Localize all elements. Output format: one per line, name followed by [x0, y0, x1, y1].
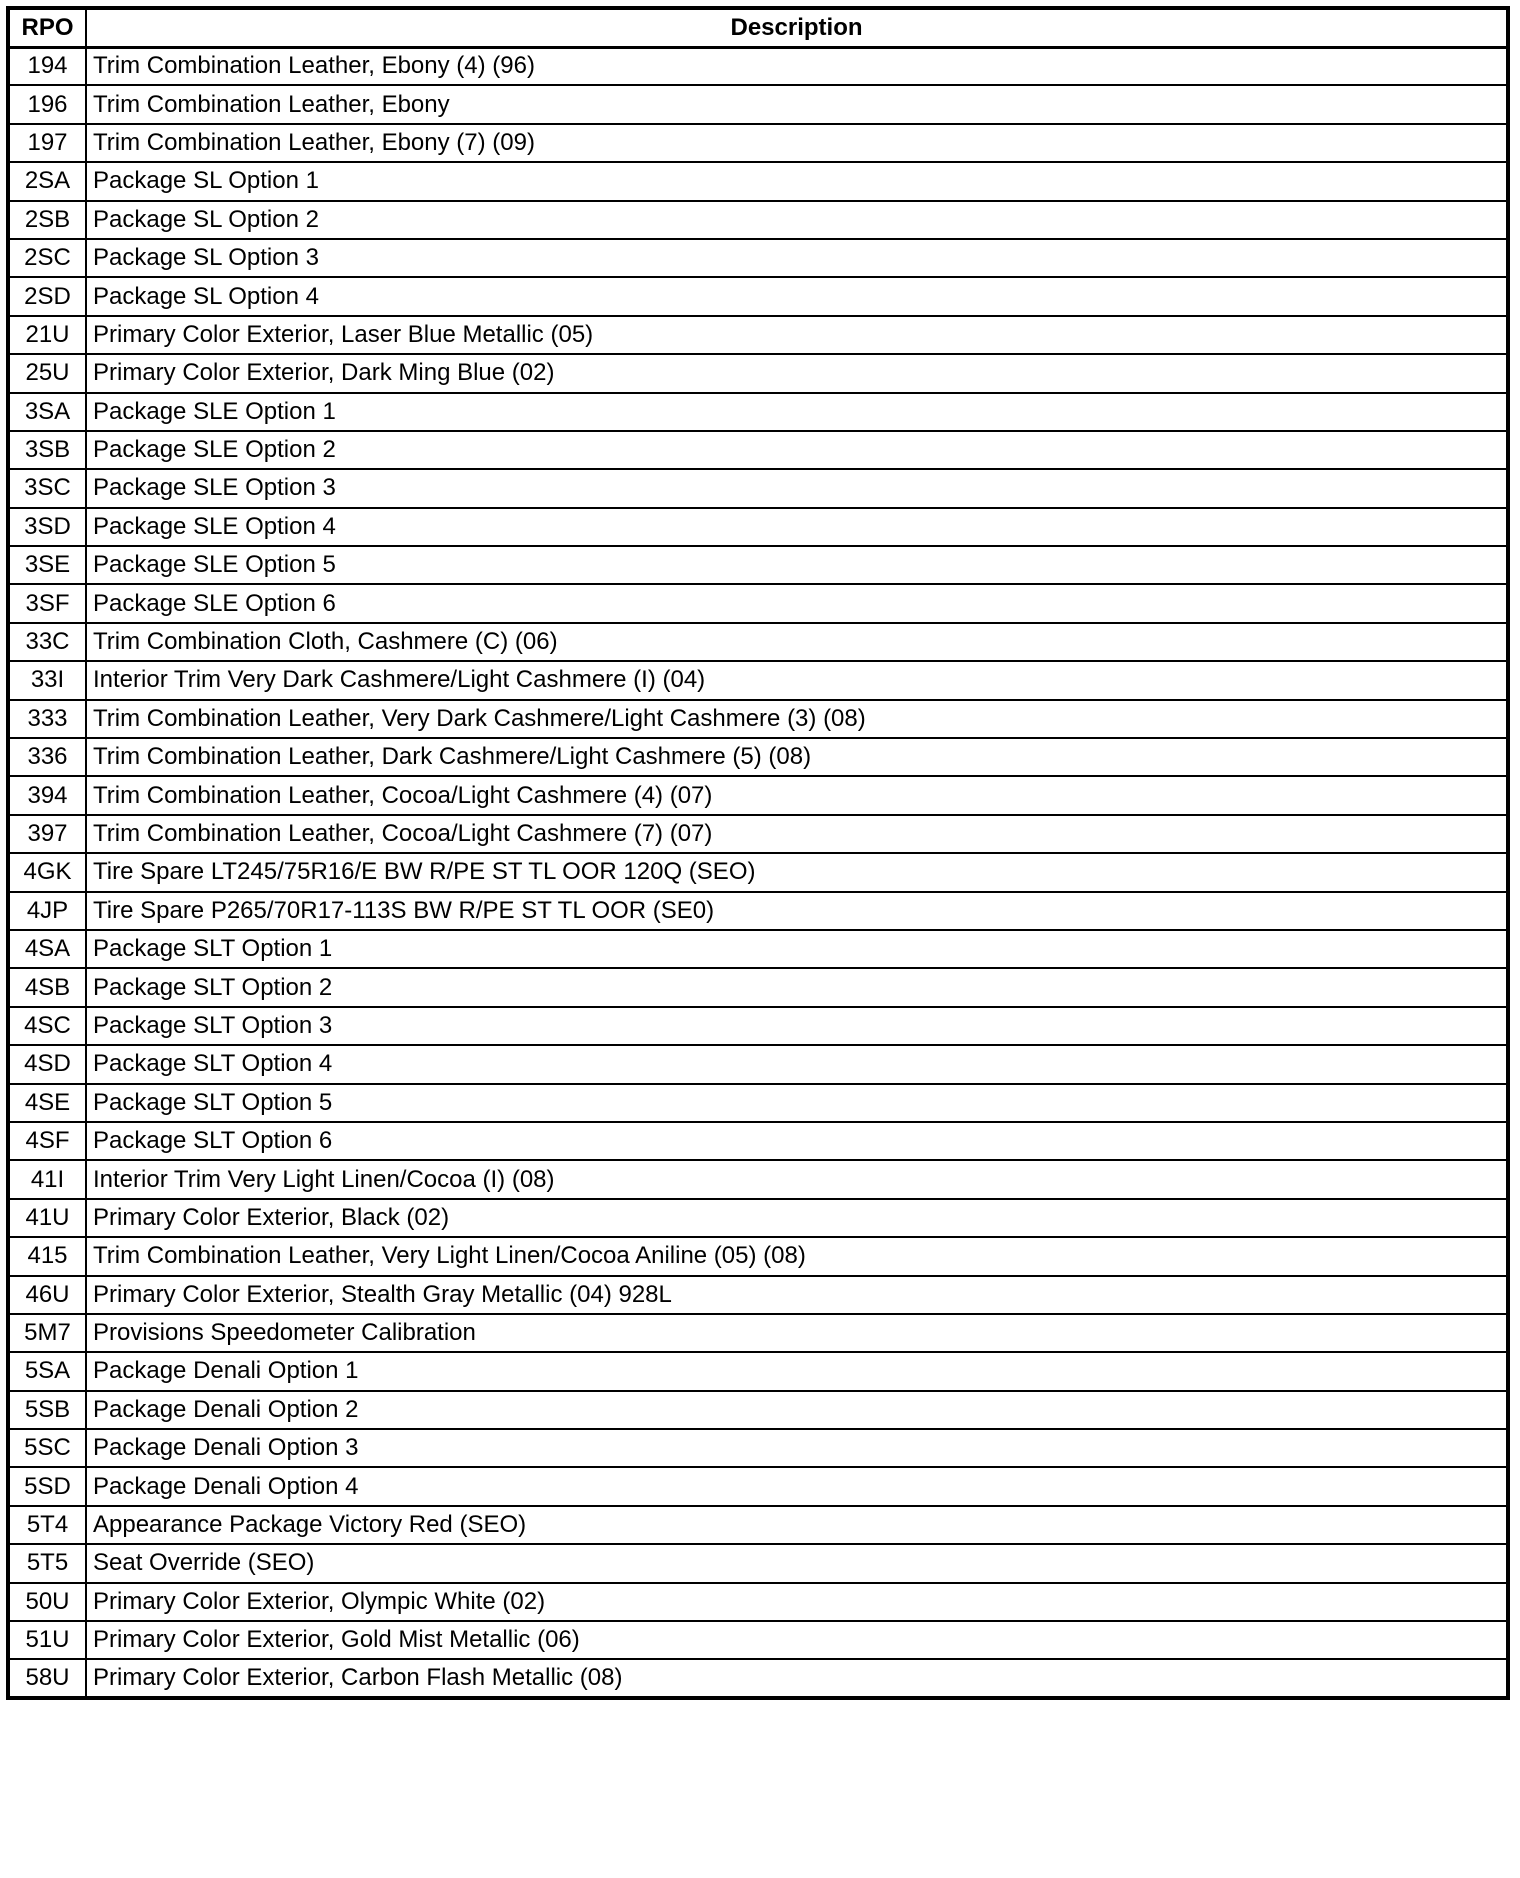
rpo-code-cell: 4SF — [8, 1122, 86, 1160]
rpo-code-cell: 5M7 — [8, 1314, 86, 1352]
description-cell: Trim Combination Cloth, Cashmere (C) (06) — [86, 623, 1508, 661]
rpo-code-cell: 50U — [8, 1583, 86, 1621]
table-row — [8, 469, 1508, 507]
table-row — [8, 1314, 1508, 1352]
description-cell: Package SLE Option 4 — [86, 508, 1508, 546]
table-row — [8, 1659, 1508, 1697]
header-rpo: RPO — [8, 8, 86, 47]
header-row — [8, 8, 1508, 47]
table-row — [8, 47, 1508, 85]
table-row — [8, 201, 1508, 239]
description-cell: Package SLT Option 6 — [86, 1122, 1508, 1160]
description-cell: Primary Color Exterior, Olympic White (02) — [86, 1583, 1508, 1621]
rpo-code-cell: 41I — [8, 1160, 86, 1198]
rpo-code-cell: 58U — [8, 1659, 86, 1697]
description-cell: Appearance Package Victory Red (SEO) — [86, 1506, 1508, 1544]
rpo-code-cell: 5SB — [8, 1391, 86, 1429]
description-cell: Package SLT Option 3 — [86, 1007, 1508, 1045]
description-cell: Interior Trim Very Light Linen/Cocoa (I) (08) — [86, 1160, 1508, 1198]
table-row — [8, 546, 1508, 584]
rpo-code-cell: 3SA — [8, 393, 86, 431]
table-row — [8, 584, 1508, 622]
description-cell: Trim Combination Leather, Very Dark Cashmere/Light Cashmere (3) (08) — [86, 700, 1508, 738]
table-header — [8, 8, 1508, 47]
rpo-code-cell: 333 — [8, 700, 86, 738]
rpo-code-cell: 4SD — [8, 1045, 86, 1083]
table-row — [8, 162, 1508, 200]
table-row — [8, 1583, 1508, 1621]
rpo-code-cell: 46U — [8, 1276, 86, 1314]
description-cell: Package Denali Option 3 — [86, 1429, 1508, 1467]
description-cell: Interior Trim Very Dark Cashmere/Light Cashmere (I) (04) — [86, 661, 1508, 699]
rpo-code-cell: 194 — [8, 47, 86, 85]
rpo-code-cell: 4JP — [8, 892, 86, 930]
rpo-code-cell: 25U — [8, 354, 86, 392]
rpo-code-cell: 3SB — [8, 431, 86, 469]
table-row — [8, 393, 1508, 431]
description-cell: Package Denali Option 4 — [86, 1467, 1508, 1505]
description-cell: Package Denali Option 1 — [86, 1352, 1508, 1390]
table-row — [8, 1199, 1508, 1237]
table-row — [8, 968, 1508, 1006]
description-cell: Package SLT Option 1 — [86, 930, 1508, 968]
description-cell: Package SLT Option 5 — [86, 1084, 1508, 1122]
table-row — [8, 1391, 1508, 1429]
table-row — [8, 354, 1508, 392]
description-cell: Primary Color Exterior, Laser Blue Metallic (05) — [86, 316, 1508, 354]
rpo-code-cell: 5T5 — [8, 1544, 86, 1582]
table-row — [8, 1276, 1508, 1314]
rpo-code-cell: 33I — [8, 661, 86, 699]
rpo-code-cell: 33C — [8, 623, 86, 661]
table-row — [8, 431, 1508, 469]
table-row — [8, 1122, 1508, 1160]
table-row — [8, 1160, 1508, 1198]
rpo-code-cell: 336 — [8, 738, 86, 776]
rpo-code-cell: 3SF — [8, 584, 86, 622]
description-cell: Package SL Option 4 — [86, 277, 1508, 315]
description-cell: Tire Spare LT245/75R16/E BW R/PE ST TL OOR 120Q (SEO) — [86, 853, 1508, 891]
rpo-code-cell: 4SB — [8, 968, 86, 1006]
rpo-code-cell: 196 — [8, 85, 86, 123]
description-cell: Package SLE Option 3 — [86, 469, 1508, 507]
table-row — [8, 1544, 1508, 1582]
description-cell: Trim Combination Leather, Dark Cashmere/Light Cashmere (5) (08) — [86, 738, 1508, 776]
description-cell: Trim Combination Leather, Very Light Linen/Cocoa Aniline (05) (08) — [86, 1237, 1508, 1275]
description-cell: Primary Color Exterior, Dark Ming Blue (02) — [86, 354, 1508, 392]
table-row — [8, 930, 1508, 968]
table-row — [8, 700, 1508, 738]
rpo-code-cell: 2SA — [8, 162, 86, 200]
table-body — [8, 47, 1508, 1698]
table-row — [8, 239, 1508, 277]
rpo-code-cell: 51U — [8, 1621, 86, 1659]
rpo-code-cell: 197 — [8, 124, 86, 162]
rpo-code-cell: 3SC — [8, 469, 86, 507]
rpo-code-cell: 415 — [8, 1237, 86, 1275]
description-cell: Primary Color Exterior, Gold Mist Metallic (06) — [86, 1621, 1508, 1659]
description-cell: Provisions Speedometer Calibration — [86, 1314, 1508, 1352]
table-row — [8, 1506, 1508, 1544]
rpo-code-cell: 2SC — [8, 239, 86, 277]
table-row — [8, 85, 1508, 123]
description-cell: Package SL Option 2 — [86, 201, 1508, 239]
table-row — [8, 1237, 1508, 1275]
table-row — [8, 815, 1508, 853]
table-row — [8, 1352, 1508, 1390]
description-cell: Package SLE Option 2 — [86, 431, 1508, 469]
rpo-code-cell: 5SD — [8, 1467, 86, 1505]
rpo-code-cell: 2SB — [8, 201, 86, 239]
header-description: Description — [86, 8, 1508, 47]
description-cell: Package SLT Option 2 — [86, 968, 1508, 1006]
rpo-table — [6, 6, 1510, 1700]
description-cell: Trim Combination Leather, Ebony (7) (09) — [86, 124, 1508, 162]
description-cell: Trim Combination Leather, Cocoa/Light Cashmere (4) (07) — [86, 776, 1508, 814]
table-row — [8, 661, 1508, 699]
table-row — [8, 853, 1508, 891]
rpo-code-cell: 21U — [8, 316, 86, 354]
rpo-code-cell: 4SC — [8, 1007, 86, 1045]
description-cell: Trim Combination Leather, Ebony (4) (96) — [86, 47, 1508, 85]
table-row — [8, 892, 1508, 930]
rpo-code-cell: 394 — [8, 776, 86, 814]
rpo-code-cell: 4GK — [8, 853, 86, 891]
description-cell: Package SLE Option 5 — [86, 546, 1508, 584]
rpo-code-cell: 397 — [8, 815, 86, 853]
table-row — [8, 1429, 1508, 1467]
description-cell: Package SLE Option 6 — [86, 584, 1508, 622]
description-cell: Trim Combination Leather, Ebony — [86, 85, 1508, 123]
table-row — [8, 508, 1508, 546]
table-row — [8, 316, 1508, 354]
description-cell: Package SL Option 3 — [86, 239, 1508, 277]
description-cell: Package SLT Option 4 — [86, 1045, 1508, 1083]
rpo-code-cell: 41U — [8, 1199, 86, 1237]
table-row — [8, 776, 1508, 814]
description-cell: Primary Color Exterior, Stealth Gray Metallic (04) 928L — [86, 1276, 1508, 1314]
table-row — [8, 1084, 1508, 1122]
rpo-code-cell: 5T4 — [8, 1506, 86, 1544]
table-row — [8, 1007, 1508, 1045]
description-cell: Package SL Option 1 — [86, 162, 1508, 200]
description-cell: Primary Color Exterior, Black (02) — [86, 1199, 1508, 1237]
rpo-code-cell: 4SE — [8, 1084, 86, 1122]
rpo-code-cell: 4SA — [8, 930, 86, 968]
table-row — [8, 1467, 1508, 1505]
rpo-code-cell: 5SA — [8, 1352, 86, 1390]
table-row — [8, 623, 1508, 661]
description-cell: Seat Override (SEO) — [86, 1544, 1508, 1582]
table-row — [8, 738, 1508, 776]
table-row — [8, 277, 1508, 315]
table-row — [8, 1045, 1508, 1083]
description-cell: Primary Color Exterior, Carbon Flash Metallic (08) — [86, 1659, 1508, 1697]
description-cell: Package Denali Option 2 — [86, 1391, 1508, 1429]
description-cell: Trim Combination Leather, Cocoa/Light Cashmere (7) (07) — [86, 815, 1508, 853]
table-row — [8, 124, 1508, 162]
description-cell: Tire Spare P265/70R17-113S BW R/PE ST TL OOR (SE0) — [86, 892, 1508, 930]
rpo-code-cell: 5SC — [8, 1429, 86, 1467]
rpo-code-cell: 3SE — [8, 546, 86, 584]
rpo-code-cell: 3SD — [8, 508, 86, 546]
table-row — [8, 1621, 1508, 1659]
description-cell: Package SLE Option 1 — [86, 393, 1508, 431]
rpo-code-cell: 2SD — [8, 277, 86, 315]
